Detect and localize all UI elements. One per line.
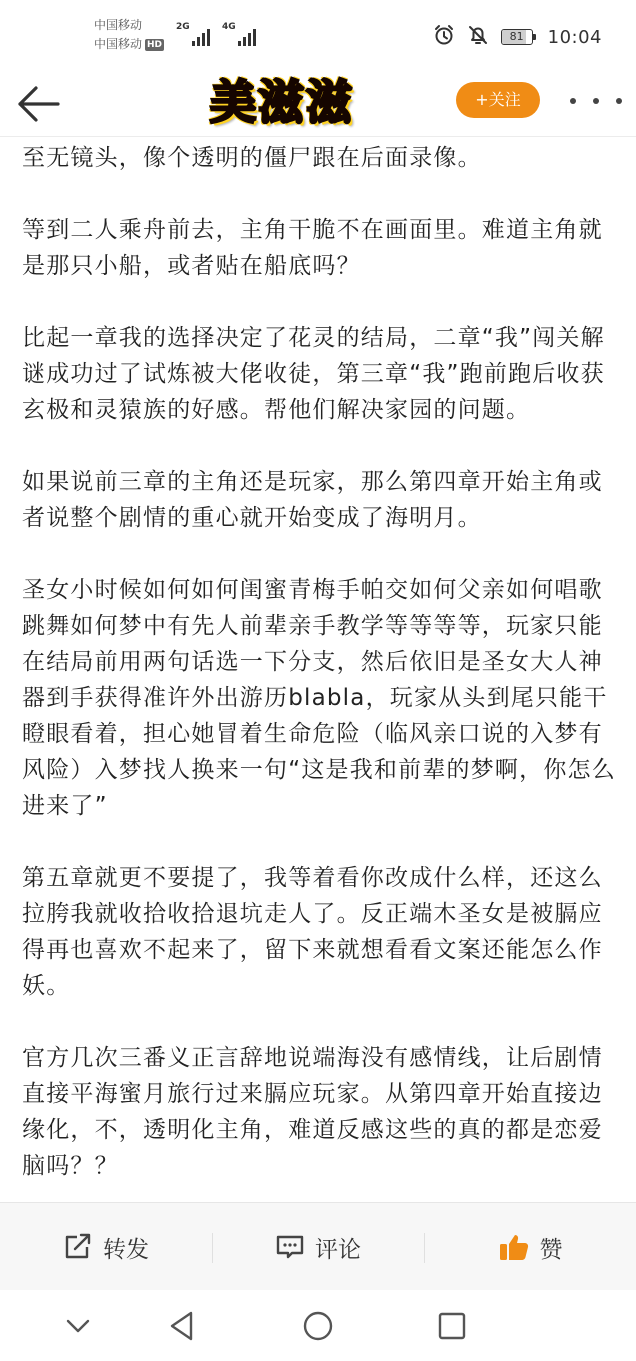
article-paragraph: 等到二人乘舟前去，主角干脆不在画面里。难道主角就是那只小船，或者贴在船底吗？ — [22, 217, 603, 279]
alarm-icon — [433, 24, 455, 50]
article-paragraph: 至无镜头，像个透明的僵尸跟在后面录像。 — [22, 145, 482, 171]
battery-icon — [501, 29, 536, 45]
chevron-down-icon — [64, 1316, 92, 1336]
signal-2-network-tag: 4G — [222, 22, 236, 32]
circle-home-icon — [302, 1310, 334, 1342]
more-dots-icon — [570, 98, 576, 104]
carrier-2-name: 中国移动 — [94, 37, 143, 51]
repost-label: 转发 — [103, 1236, 149, 1263]
repost-icon — [63, 1233, 93, 1261]
system-navigation-bar — [0, 1290, 636, 1361]
clock: 10:04 — [547, 26, 602, 48]
repost-button[interactable] — [0, 1203, 212, 1291]
article-body — [22, 140, 616, 1200]
article-paragraph: 官方几次三番义正言辞地说端海没有感情线，让后剧情直接平海蜜月旅行过来膈应玩家。从第四章开始直接边缘化，不，透明化主角，难道反感这些的真的都是恋爱脑吗？？ — [22, 1045, 603, 1179]
bottom-action-bar — [0, 1202, 636, 1291]
back-arrow-icon — [14, 82, 62, 126]
back-button[interactable] — [14, 82, 62, 126]
article-paragraph: 第五章就更不要提了，我等着看你改成什么样，还这么拉胯我就收拾收拾退坑走人了。反正端木圣女是被膈应得再也喜欢不起来了，留下来就想看看文案还能怎么作妖。 — [22, 865, 603, 999]
carrier-info — [94, 16, 164, 54]
square-recents-icon — [437, 1311, 467, 1341]
thumbs-up-icon — [498, 1232, 530, 1262]
nav-recents-button[interactable] — [432, 1308, 472, 1344]
carrier-1-name: 中国移动 — [94, 18, 143, 32]
hd-badge: HD — [147, 39, 163, 50]
more-options-button[interactable] — [570, 86, 622, 116]
nav-home-button[interactable] — [298, 1308, 338, 1344]
brand-logo: 美滋滋 — [210, 75, 354, 129]
status-bar — [0, 0, 636, 72]
comment-button[interactable] — [212, 1203, 424, 1291]
signal-icon-1 — [176, 22, 210, 46]
triangle-back-icon — [167, 1310, 197, 1342]
nav-collapse-button[interactable] — [58, 1308, 98, 1344]
signal-1-network-tag: 2G — [176, 22, 190, 32]
article-paragraph: 比起一章我的选择决定了花灵的结局，二章“我”闯关解谜成功过了试炼被大佬收徒，第三章“我”跑前跑后收获玄极和灵猿族的好感。帮他们解决家园的问题。 — [22, 325, 605, 423]
nav-back-button[interactable] — [162, 1308, 202, 1344]
comment-label: 评论 — [315, 1236, 361, 1263]
signal-icon-2 — [222, 22, 256, 46]
top-navigation-bar — [0, 72, 636, 137]
comment-icon — [275, 1233, 305, 1261]
like-button[interactable] — [424, 1203, 636, 1291]
like-label: 赞 — [539, 1236, 563, 1263]
mute-bell-icon — [467, 24, 489, 50]
article-paragraph: 圣女小时候如何如何闺蜜青梅手帕交如何父亲如何唱歌跳舞如何梦中有先人前辈亲手教学等等等等，玩家只能在结局前用两句话选一下分支，然后依旧是圣女大人神器到手获得准许外出游历blabla，玩家从头到尾只能干瞪眼看着，担心她冒着生命危险（临风亲口说的入梦有风险）入梦找人换来一句“这是我和前辈的梦啊，你怎么进来了” — [22, 577, 616, 819]
battery-level: 81 — [509, 30, 524, 43]
follow-button[interactable]: +关注 — [456, 82, 540, 118]
article-paragraph: 如果说前三章的主角还是玩家，那么第四章开始主角或者说整个剧情的重心就开始变成了海明月。 — [22, 469, 603, 531]
